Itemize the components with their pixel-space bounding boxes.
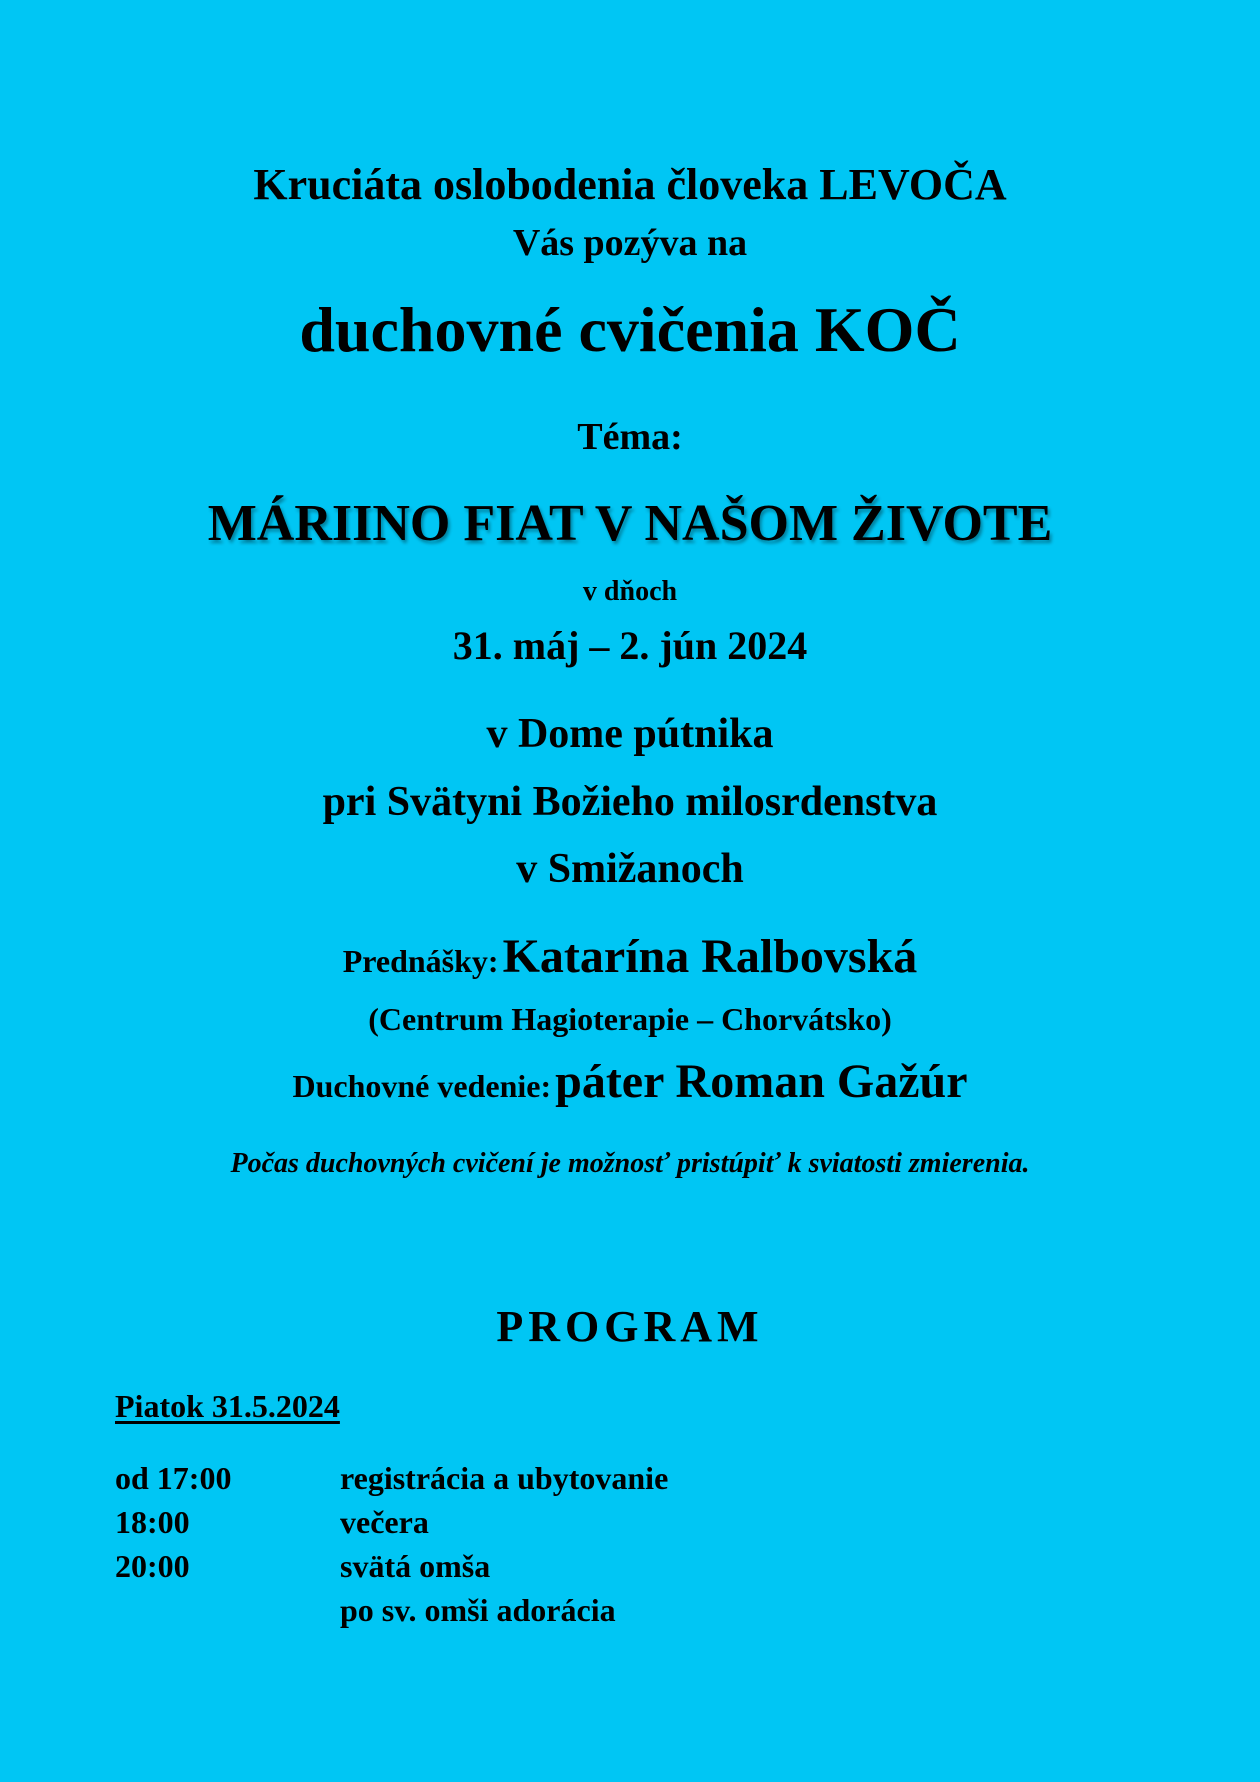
schedule-activity: registrácia a ubytovanie bbox=[340, 1460, 669, 1496]
date-range: 31. máj – 2. jún 2024 bbox=[452, 623, 808, 668]
schedule-activity: po sv. omši adorácia bbox=[340, 1592, 616, 1628]
schedule-activity: svätá omša bbox=[340, 1548, 491, 1584]
lectures-label: Prednášky: bbox=[342, 943, 499, 979]
schedule-time: 20:00 bbox=[115, 1548, 190, 1584]
venue-line-2: pri Svätyni Božieho milosrdenstva bbox=[322, 779, 938, 825]
schedule-activity: večera bbox=[340, 1504, 429, 1540]
schedule-row bbox=[115, 1462, 1115, 1506]
event-title: duchovné cvičenia KOČ bbox=[299, 294, 961, 365]
program-schedule bbox=[115, 1462, 1115, 1638]
venue-line-3: v Smižanoch bbox=[516, 846, 744, 892]
spiritual-guidance-label: Duchovné vedenie: bbox=[292, 1068, 552, 1104]
schedule-row bbox=[115, 1506, 1115, 1550]
lecturer-name: Katarína Ralbovská bbox=[502, 930, 918, 983]
dates-label: v dňoch bbox=[582, 576, 678, 607]
schedule-time bbox=[115, 1594, 340, 1638]
organization-name: Kruciáta oslobodenia človeka LEVOČA bbox=[253, 160, 1007, 209]
invitation-text: Vás pozýva na bbox=[512, 222, 748, 264]
theme-label: Téma: bbox=[577, 416, 683, 458]
schedule-time: 18:00 bbox=[115, 1504, 190, 1540]
lectures-line bbox=[0, 930, 1260, 983]
schedule-row bbox=[115, 1550, 1115, 1594]
program-day-heading: Piatok 31.5.2024 bbox=[115, 1388, 340, 1424]
schedule-row bbox=[115, 1594, 1115, 1638]
confession-note: Počas duchovných cvičení je možnosť pristúpiť k sviatosti zmierenia. bbox=[230, 1148, 1030, 1179]
schedule-time: od 17:00 bbox=[115, 1460, 232, 1496]
venue-line-1: v Dome pútnika bbox=[486, 711, 774, 757]
spiritual-guide-name: páter Roman Gažúr bbox=[555, 1055, 968, 1108]
program-heading: PROGRAM bbox=[496, 1302, 764, 1351]
theme-title: MÁRIINO FIAT V NAŠOM ŽIVOTE bbox=[207, 495, 1053, 552]
spiritual-guidance-line bbox=[0, 1055, 1260, 1108]
lecturer-organization: (Centrum Hagioterapie – Chorvátsko) bbox=[368, 1001, 892, 1037]
